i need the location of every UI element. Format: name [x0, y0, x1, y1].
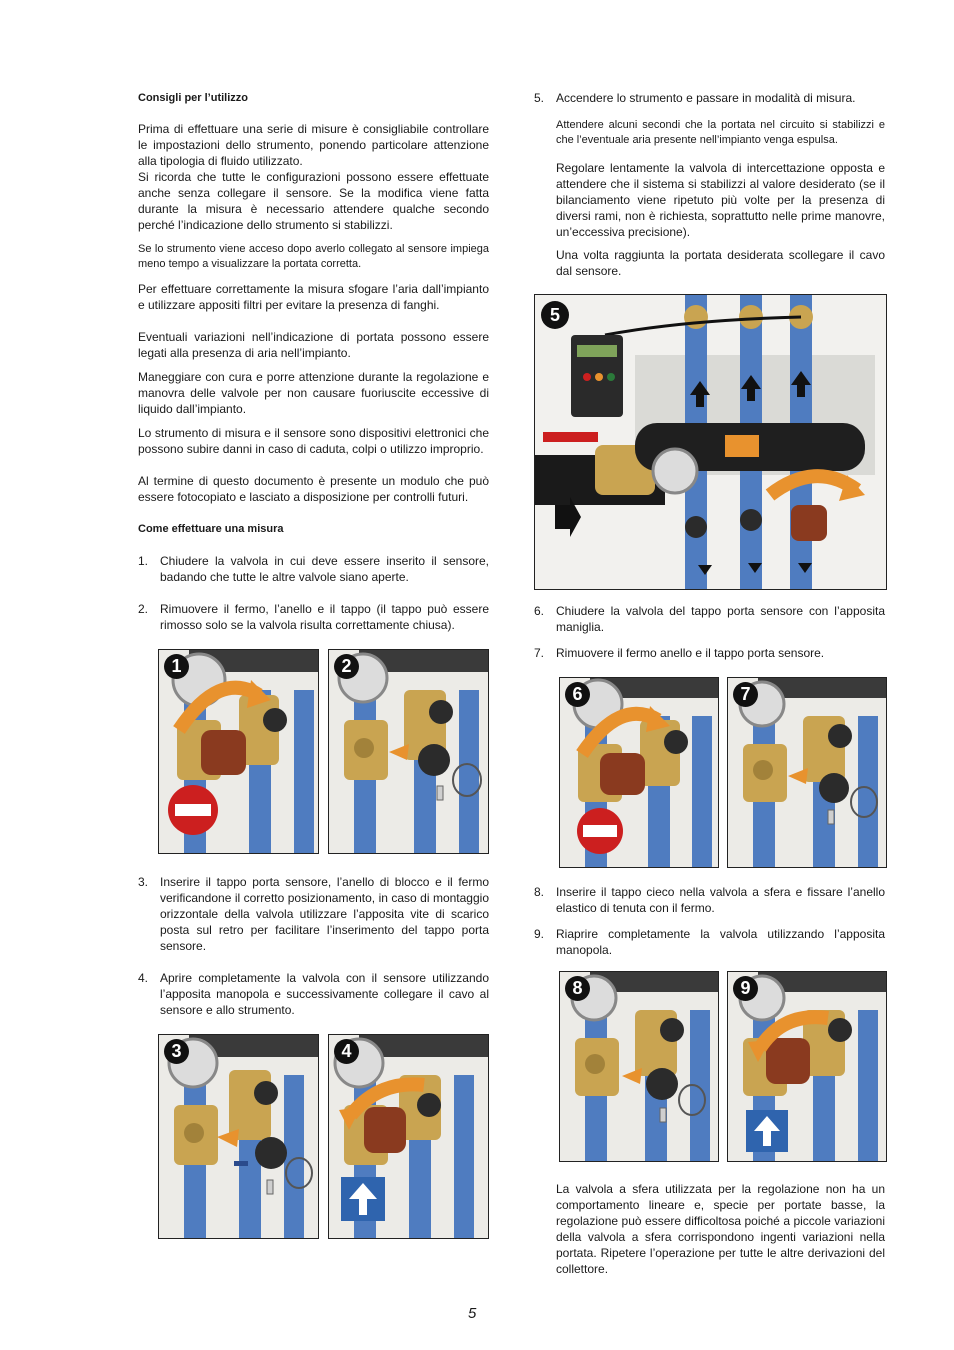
step-item: 8. Inserire il tappo cieco nella valvola a sfera e fissare l’anello elastico di tenuta con il fermo. — [534, 885, 885, 915]
heading-tips: Consigli per l’utilizzo — [138, 92, 248, 104]
valve-illustration — [728, 678, 886, 867]
figure-step-9 — [727, 971, 887, 1162]
figure-step-2 — [328, 649, 489, 854]
valve-illustration — [329, 650, 488, 853]
figure-step-6 — [559, 677, 719, 868]
measuring-setup-illustration — [535, 295, 886, 589]
paragraph: Eventuali variazioni nell’indicazione di portata possono essere legati alla presenza di aria nell’impianto. — [138, 330, 489, 360]
valve-illustration — [159, 650, 318, 853]
paragraph: Maneggiare con cura e porre attenzione durante la regolazione e manovra delle valvole per non causare fuoriuscite eccessive di liquido dall’impianto. — [138, 370, 489, 416]
page-number: 5 — [468, 1305, 477, 1322]
valve-illustration — [329, 1035, 488, 1238]
valve-illustration — [560, 972, 718, 1161]
figure-step-8 — [559, 971, 719, 1162]
step-item: 3. Inserire il tappo porta sensore, l’anello di blocco e il fermo verificandone il corretto posizionamento, in caso di montaggio orizzontale della valvola utilizzare l’apposita vite di scarico posta sul retro per facilitare l’inserimento del tappo porta sensore. — [138, 875, 489, 953]
step-item: 7. Rimuovere il fermo anello e il tappo porta sensore. — [534, 646, 825, 660]
valve-illustration — [159, 1035, 318, 1238]
paragraph: Una volta raggiunta la portata desiderata scollegare il cavo dal sensore. — [556, 248, 885, 278]
step-badge: 7 — [733, 682, 758, 707]
step-badge: 5 — [541, 301, 569, 329]
step-item: 2. Rimuovere il fermo, l’anello e il tappo (il tappo può essere rimosso solo se la valvola risulta correttamente chiusa). — [138, 602, 489, 632]
step-item: 1. Chiudere la valvola in cui deve essere inserito il sensore, badando che tutte le altre valvole siano aperte. — [138, 554, 489, 584]
figure-step-1 — [158, 649, 319, 854]
heading-measure: Come effettuare una misura — [138, 523, 284, 535]
valve-illustration — [728, 972, 886, 1161]
figure-step-3 — [158, 1034, 319, 1239]
paragraph: Se lo strumento viene acceso dopo averlo collegato al sensore impiega meno tempo a visualizzare la portata corretta. — [138, 243, 489, 270]
valve-illustration — [560, 678, 718, 867]
step-badge: 4 — [334, 1039, 359, 1064]
step-badge: 6 — [565, 682, 590, 707]
step-badge: 2 — [334, 654, 359, 679]
paragraph: Lo strumento di misura e il sensore sono dispositivi elettronici che possono subire danni in caso di caduta, colpi o utilizzo improprio. — [138, 426, 489, 456]
step-item: 9. Riaprire completamente la valvola utilizzando l’apposita manopola. — [534, 927, 885, 957]
paragraph: La valvola a sfera utilizzata per la regolazione non ha un comportamento lineare e, specie per portate basse, la regolazione può essere difficoltosa poiché a piccole variazioni della valvola a sfera corrispondono ingenti variazioni nella portata. Ripetere l’operazione per tutte le altre derivazioni del collettore. — [556, 1182, 885, 1276]
paragraph: Per effettuare correttamente la misura sfogare l’aria dall’impianto e utilizzare appositi filtri per evitare la presenza di fanghi. — [138, 282, 489, 312]
step-item: 5. Accendere lo strumento e passare in modalità di misura. — [534, 91, 856, 105]
figure-step-7 — [727, 677, 887, 868]
paragraph: Regolare lentamente la valvola di intercettazione opposta e attendere che il sistema si stabilizzi al valore desiderato (se il bilanciamento viene ripetuto più volte per la presenza di diversi rami, non è richiesta, soprattutto nelle prime manovre, un’eccessiva precisione). — [556, 161, 885, 239]
step-badge: 1 — [164, 654, 189, 679]
paragraph: Si ricorda che tutte le configurazioni possono essere effettuate anche senza collegare il sensore. Se la modifica viene fatta durante la misura è necessario attendere qualche secondo perché l’indicazione dello strumento si stabilizzi. — [138, 170, 489, 232]
paragraph: Al termine di questo documento è presente un modulo che può essere fotocopiato e lasciato a disposizione per controlli futuri. — [138, 474, 489, 504]
step-badge: 3 — [164, 1039, 189, 1064]
step-badge: 8 — [565, 976, 590, 1001]
step-item: 4. Aprire completamente la valvola con il sensore utilizzando l’apposita manopola e successivamente collegare il cavo al sensore e allo strumento. — [138, 971, 489, 1017]
figure-step-5 — [534, 294, 887, 590]
step-badge: 9 — [733, 976, 758, 1001]
figure-step-4 — [328, 1034, 489, 1239]
paragraph: Prima di effettuare una serie di misure è consigliabile controllare le impostazioni dello strumento, ponendo particolare attenzione alla tipologia di fluido utilizzato. — [138, 122, 489, 168]
step-item: 6. Chiudere la valvola del tappo porta sensore con l’apposita maniglia. — [534, 604, 885, 634]
paragraph: Attendere alcuni secondi che la portata nel circuito si stabilizzi e che l’eventuale aria presente nell’impianto venga espulsa. — [556, 119, 885, 146]
